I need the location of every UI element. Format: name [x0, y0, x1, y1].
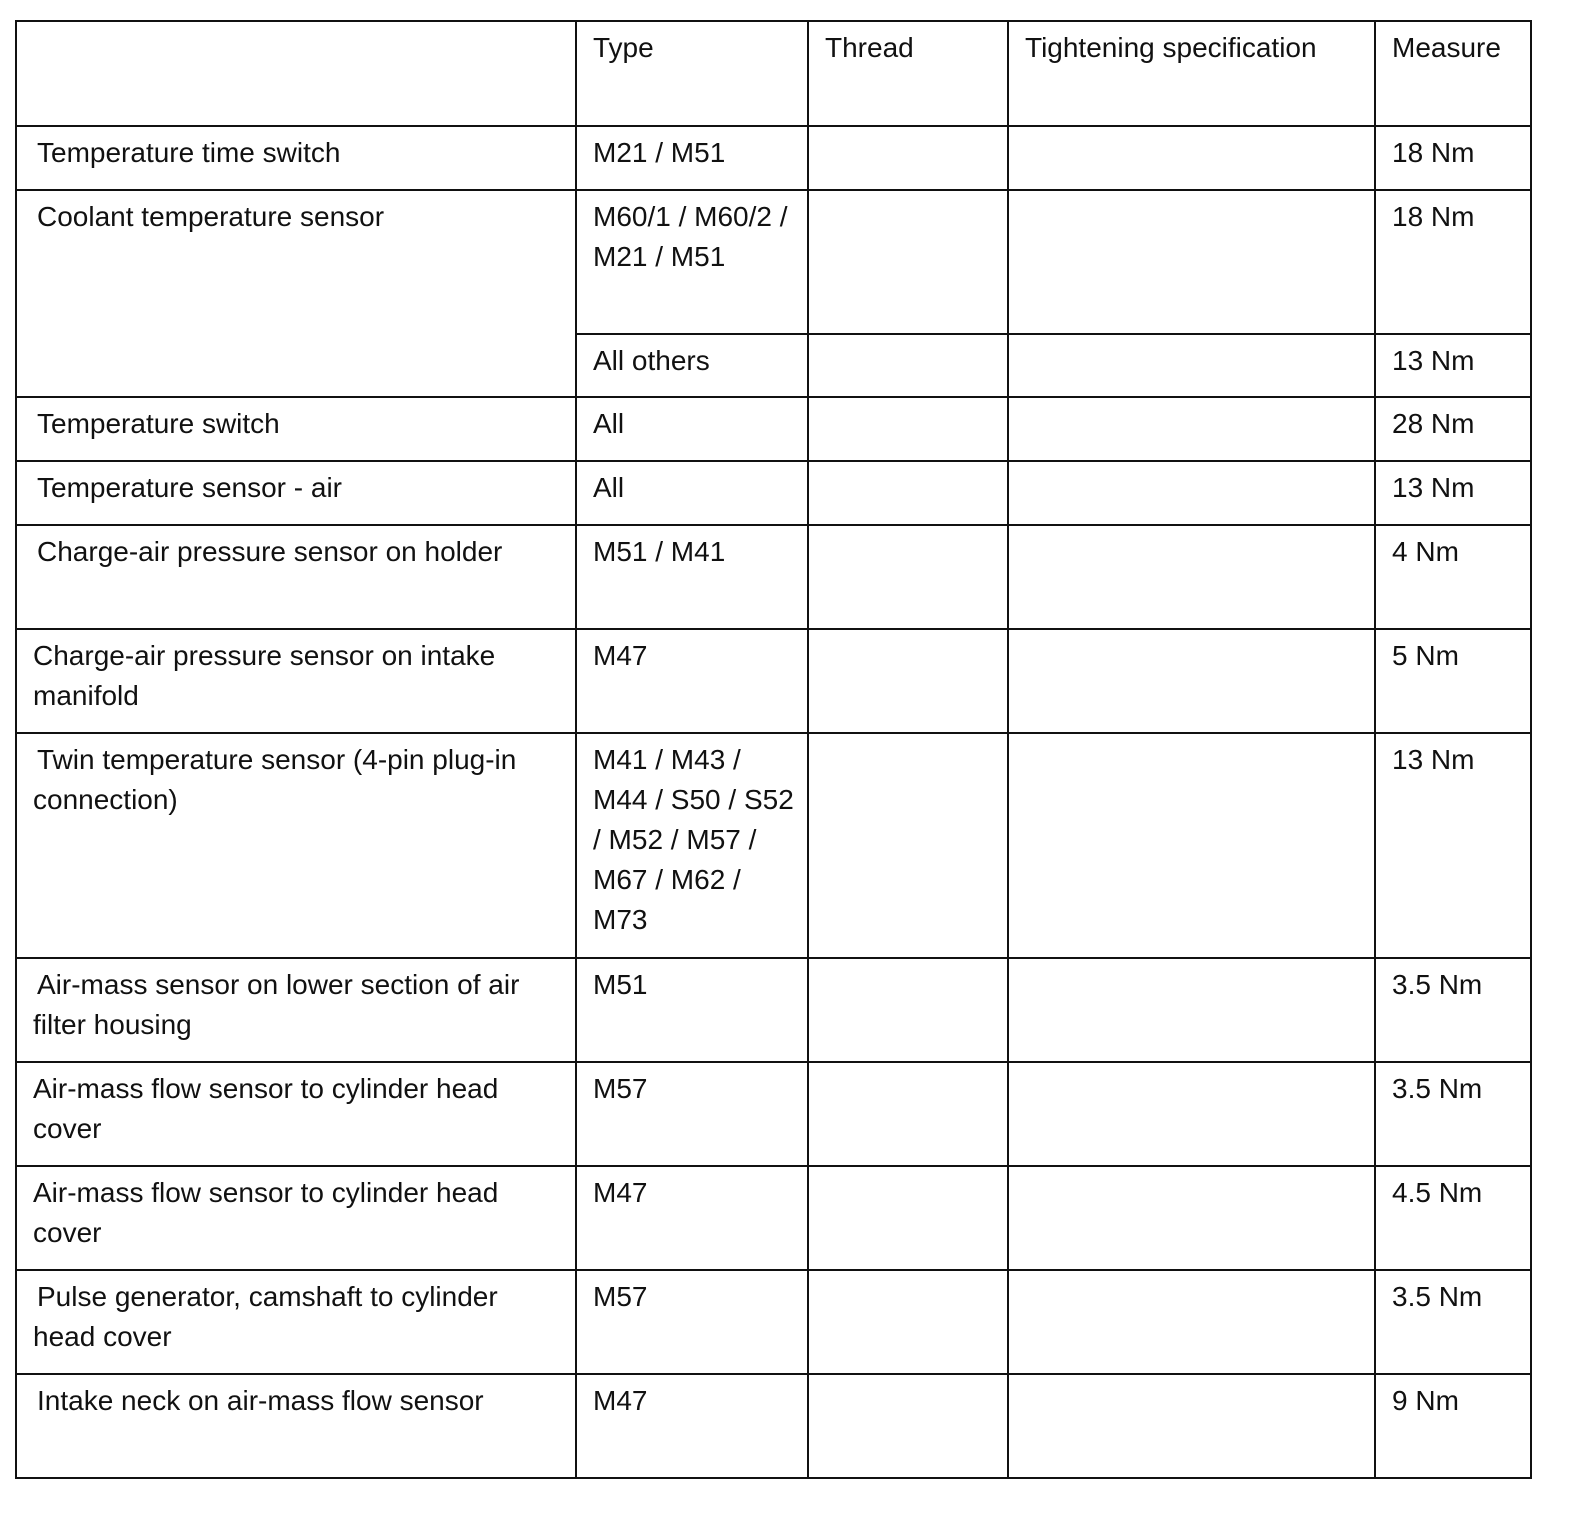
- measure-cell: 13 Nm: [1375, 733, 1531, 958]
- measure-cell: 3.5 Nm: [1375, 958, 1531, 1062]
- component-cell: [16, 461, 576, 525]
- measure-cell: 3.5 Nm: [1375, 1062, 1531, 1166]
- component-cell: [16, 629, 576, 733]
- thread-cell: [808, 733, 1008, 958]
- table-row: [16, 397, 1531, 461]
- component-cell: [16, 1374, 576, 1478]
- tightening-cell: [1008, 1166, 1375, 1270]
- thread-cell: [808, 126, 1008, 190]
- component-description: Air-mass flow sensor to cylinder head cover: [33, 1177, 499, 1248]
- type-cell: M47: [576, 1374, 808, 1478]
- table-row: [16, 126, 1531, 190]
- tightening-cell: [1008, 1374, 1375, 1478]
- tightening-cell: [1008, 1062, 1375, 1166]
- tightening-torque-table: [15, 20, 1532, 1479]
- type-cell: M51 / M41: [576, 525, 808, 629]
- thread-cell: [808, 397, 1008, 461]
- component-cell: [16, 1062, 576, 1166]
- type-cell: M41 / M43 / M44 / S50 / S52 / M52 / M57 / M67 / M62 / M73: [576, 733, 808, 958]
- component-description: Air-mass sensor on lower section of air filter housing: [33, 969, 520, 1040]
- thread-cell: [808, 461, 1008, 525]
- measure-cell: 18 Nm: [1375, 126, 1531, 190]
- tightening-cell: [1008, 190, 1375, 334]
- tightening-cell: [1008, 525, 1375, 629]
- measure-cell: 13 Nm: [1375, 461, 1531, 525]
- component-description: Coolant temperature sensor: [37, 201, 385, 232]
- type-cell: M57: [576, 1270, 808, 1374]
- measure-cell: 9 Nm: [1375, 1374, 1531, 1478]
- type-cell: M47: [576, 1166, 808, 1270]
- type-cell: M51: [576, 958, 808, 1062]
- tightening-cell: [1008, 461, 1375, 525]
- measure-cell: 18 Nm: [1375, 190, 1531, 334]
- thread-cell: [808, 525, 1008, 629]
- component-cell: [16, 1270, 576, 1374]
- header-thread: Thread: [808, 21, 1008, 126]
- header-component: [16, 21, 576, 126]
- component-code: [0, 1381, 37, 1421]
- thread-cell: [808, 1270, 1008, 1374]
- component-code: [0, 1277, 37, 1317]
- tightening-cell: [1008, 1270, 1375, 1374]
- table-row: [16, 1166, 1531, 1270]
- tightening-cell: [1008, 733, 1375, 958]
- component-code: [0, 468, 37, 508]
- tightening-cell: [1008, 958, 1375, 1062]
- tightening-cell: [1008, 629, 1375, 733]
- type-cell: All others: [576, 334, 808, 397]
- component-code: [0, 197, 37, 237]
- component-code: [0, 404, 37, 444]
- component-cell: [16, 126, 576, 190]
- component-cell: [16, 1166, 576, 1270]
- type-cell: All: [576, 461, 808, 525]
- component-cell: [16, 525, 576, 629]
- header-row: [16, 21, 1531, 126]
- table-row: [16, 1062, 1531, 1166]
- component-code: [0, 740, 37, 780]
- table-row: [16, 733, 1531, 958]
- tightening-cell: [1008, 334, 1375, 397]
- measure-cell: 28 Nm: [1375, 397, 1531, 461]
- measure-cell: 4 Nm: [1375, 525, 1531, 629]
- tightening-cell: [1008, 397, 1375, 461]
- table-row: [16, 629, 1531, 733]
- component-description: Air-mass flow sensor to cylinder head cover: [33, 1073, 499, 1144]
- measure-cell: 4.5 Nm: [1375, 1166, 1531, 1270]
- component-code: [0, 133, 37, 173]
- table-row: [16, 190, 1531, 334]
- type-cell: M47: [576, 629, 808, 733]
- component-description: Twin temperature sensor (4-pin plug-in connection): [33, 744, 517, 815]
- thread-cell: [808, 958, 1008, 1062]
- thread-cell: [808, 1166, 1008, 1270]
- component-code: [0, 532, 37, 572]
- type-cell: M21 / M51: [576, 126, 808, 190]
- component-description: Charge-air pressure sensor on intake manifold: [33, 640, 496, 711]
- type-cell: M57: [576, 1062, 808, 1166]
- thread-cell: [808, 629, 1008, 733]
- tightening-cell: [1008, 126, 1375, 190]
- thread-cell: [808, 334, 1008, 397]
- component-description: Temperature switch: [37, 408, 280, 439]
- table-row: [16, 1374, 1531, 1478]
- component-description: Temperature time switch: [37, 137, 341, 168]
- thread-cell: [808, 190, 1008, 334]
- table-row: [16, 461, 1531, 525]
- component-cell: [16, 733, 576, 958]
- component-description: Charge-air pressure sensor on holder: [37, 536, 503, 567]
- component-cell: [16, 958, 576, 1062]
- table-row: [16, 1270, 1531, 1374]
- component-code: [0, 965, 37, 1005]
- type-cell: All: [576, 397, 808, 461]
- component-description: Temperature sensor - air: [37, 472, 343, 503]
- header-type: Type: [576, 21, 808, 126]
- component-description: Pulse generator, camshaft to cylinder head cover: [33, 1281, 498, 1352]
- measure-cell: 13 Nm: [1375, 334, 1531, 397]
- table-row: [16, 525, 1531, 629]
- measure-cell: 5 Nm: [1375, 629, 1531, 733]
- type-cell: M60/1 / M60/2 / M21 / M51: [576, 190, 808, 334]
- measure-cell: 3.5 Nm: [1375, 1270, 1531, 1374]
- thread-cell: [808, 1374, 1008, 1478]
- component-cell: [16, 397, 576, 461]
- thread-cell: [808, 1062, 1008, 1166]
- component-cell: [16, 190, 576, 397]
- header-tightening: Tightening specification: [1008, 21, 1375, 126]
- component-description: Intake neck on air-mass flow sensor: [37, 1385, 484, 1416]
- header-measure: Measure: [1375, 21, 1531, 126]
- table-row: [16, 958, 1531, 1062]
